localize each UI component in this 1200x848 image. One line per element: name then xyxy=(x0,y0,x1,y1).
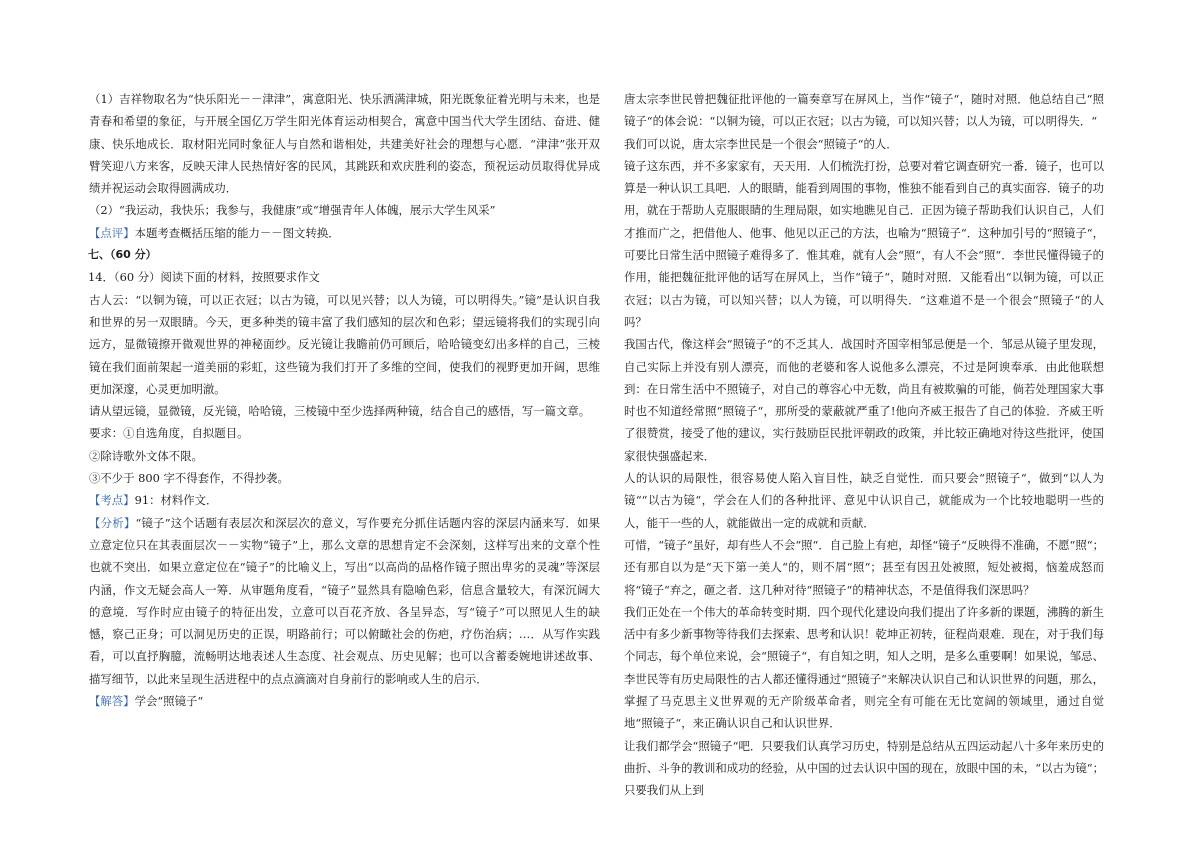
kaodian-text: 91：材料作文． xyxy=(134,493,218,508)
requirement-1: 要求：①自选角度，自拟题目。 xyxy=(89,426,249,441)
question-14: 14．（60 分）阅读下面的材料，按照要求作文 xyxy=(88,270,320,285)
left-column xyxy=(88,88,600,712)
requirement-3: ③不少于 800 字不得套作，不得抄袭。 xyxy=(89,471,289,486)
fenxi-paragraph xyxy=(88,512,600,690)
section-title: 七、（60 分） xyxy=(88,248,157,262)
requirement-2: ②除诗歌外文体不限。 xyxy=(89,448,203,463)
essay-paragraph-2: 我们可以说，唐太宗李世民是一个很会“照镜子“的人． xyxy=(624,136,898,151)
comment-text: 本题考查概括压缩的能力－－图文转换． xyxy=(134,225,340,240)
comment-tag: 【点评】 xyxy=(89,225,135,240)
essay-paragraph-8: 让我们都学会“照镜子“吧．只要我们认真学习历史，特别是总结从五四运动起八十多年来历史的曲折、斗争的教训和成功的经验，从中国的过去认识中国的现在，放眼中国的未，“以古为镜“；只要我们从上到 xyxy=(624,738,1104,798)
essay-paragraph-6: 可惜，“镜子“虽好，却有些人不会“照“．自己脸上有疤，却怪“镜子“反映得不准确，不愿“照“；还有那自以为是“天下第一美人“的，则不屑“照“；甚至有因丑处被照，短处被揭，恼羞成怒而将“镜子“弃之，砸之者．这几种对待“照镜子“的精神状态，不是值得我们深思吗？ xyxy=(624,537,1104,597)
jieda-tag: 【解答】 xyxy=(89,694,135,709)
answer-part-1: （1）吉祥物取名为“快乐阳光－－津津”，寓意阳光、快乐洒满津城，阳光既象征着光明与未来，也是青春和希望的象征，与开展全国亿万学生阳光体育运动相契合，寓意中国当代大学生团结、奋进、健康、快乐地成长．取材阳光同时象征人与自然和谐相处，共建美好社会的理想与心愿．“津津”张开双臂笑迎八方来客，反映天津人民热情好客的民风，其跳跃和欢庆胜利的姿态，预祝运动员取得优异成绩并祝运动会取得圆满成功． xyxy=(89,92,600,196)
essay-paragraph-7: 我们正处在一个伟大的革命转变时期．四个现代化建设向我们提出了许多新的课题，沸腾的新生活中有多少新事物等待我们去探索、思考和认识！乾坤正初转，征程尚艰难．现在，对于我们每个同志，每个单位来说，会“照镜子“，有自知之明，知人之明，是多么重要啊！如果说，邹忌、李世民等有历史局限性的古人都还懂得通过“照镜子“来解决认识自己和认识世界的问题，那么，掌握了马克思主义世界观的无产阶级革命者，则完全有可能在无比宽阔的领域里，通过自觉地“照镜子“，来正确认识自己和认识世界． xyxy=(624,604,1104,731)
fenxi-tag: 【分析】 xyxy=(89,515,136,530)
kaodian-tag: 【考点】 xyxy=(89,493,135,508)
comment-paragraph xyxy=(88,222,600,244)
essay-paragraph-4: 我国古代，像这样会“照镜子“的不乏其人．战国时齐国宰相邹忌便是一个．邹忌从镜子里发现，自己实际上并没有别人漂亮，而他的老婆和客人说他多么漂亮，不过是阿谀奉承．由此他联想到：在日常生活中不照镜子，对自己的尊容心中无数，尚且有被欺骗的可能，倘若处理国家大事时也不知道经常照“照镜子“，那所受的蒙蔽就严重了!他向齐威王报告了自己的体验．齐威王听了很赞赏，接受了他的建议，实行鼓励臣民批评朝政的政策，并比较正确地对待这些批评，使国家很快强盛起来． xyxy=(624,337,1104,463)
answer-part-2: （2）“我运动，我快乐；我参与，我健康”或“增强青年人体魄，展示大学生风采” xyxy=(89,203,496,218)
essay-paragraph-5: 人的认识的局限性，很容易使人陷入盲目性，缺乏自觉性．而只要会“照镜子“，做到“以人为镜““以古为镜“，学会在人们的各种批评、意见中认识自己，就能成为一个比较地聪明一些的人，能干一些的人，就能做出一定的成就和贡献． xyxy=(624,471,1104,530)
essay-paragraph-1: 唐太宗李世民曾把魏征批评他的一篇奏章写在屏风上，当作“镜子“，随时对照．他总结自己“照镜子“的体会说：“以铜为镜，可以正衣冠；以古为镜，可以知兴替；以人为镜，可以明得失．“ xyxy=(624,92,1104,129)
right-column xyxy=(624,88,1104,802)
fenxi-text: “镜子”这个话题有表层次和深层次的意义，写作要充分抓住话题内容的深层内涵来写．如果立意定位只在其表面层次－－实物“镜子”上，那么文章的思想肯定不会深刻，这样写出来的文章个性也就不突出．如果立意定位在“镜子”的比喻义上，写出“以高尚的品格作镜子照出卑劣的灵魂”等深层内涵，作文无疑会高人一筹．从审题角度看，“镜子”显然具有隐喻色彩，信息含量较大，有深沉阔大的意境．写作时应由镜子的特征出发，立意可以百花齐放、各呈异态，写“镜子”可以照见人生的缺憾，察己正身；可以洞见历史的正误，明路前行；可以俯瞰社会的伤疤，疗伤治病；…．从写作实践看，可以直抒胸臆，流畅明达地表述人生态度、社会观点、历史见解；也可以含蓄委婉地讲述故事、描写细节，以此来呈现生活进程中的点点滴滴对自身前行的影响或人生的启示． xyxy=(89,515,600,686)
jieda-paragraph xyxy=(88,690,600,712)
essay-paragraph-3: 镜子这东西，并不多家家有，天天用．人们梳洗打扮，总要对着它调查研究一番．镜子，也可以算是一种认识工具吧．人的眼睛，能看到周围的事物，惟独不能看到自己的真实面容．镜子的功用，就在于帮助人克服眼睛的生理局限，如实地瞧见自己．正因为镜子帮助我们认识自己，人们才推而广之，把借他人、他事、他见以正己的方法，也喻为“照镜子“．这种加引号的“照镜子“，可要比日常生活中照镜子难得多了．惟其难，就有人会“照“，有人不会“照“．李世民懂得镜子的作用，能把魏征批评他的话写在屏风上，当作“镜子“，随时对照．又能看出“以铜为镜，可以正衣冠；以古为镜，可以知兴替；以人为镜，可以明得失．“这难道不是一个很会“照镜子“的人吗？ xyxy=(624,158,1104,329)
jieda-text: 学会“照镜子“ xyxy=(134,694,204,709)
kaodian-paragraph xyxy=(88,489,600,511)
material-text: 古人云：“以铜为镜，可以正衣冠；以古为镜，可以见兴替；以人为镜，可以明得失。”镜”是认识自我和世界的另一双眼睛。今天，更多种类的镜丰富了我们感知的层次和色彩；望远镜将我们的实现引向远方，显微镜擦开微观世界的神秘面纱。反光镜让我瞻前仍可顾后，哈哈镜变幻出多样的自己，三棱镜在我们面前架起一道美丽的彩虹，这些镜为我们打开了多维的空间，使我们的视野更加开阔，思维更加深邃，心灵更加明澈。 xyxy=(89,292,600,396)
task-text: 请从望远镜，显微镜，反光镜，哈哈镜，三棱镜中至少选择两种镜，结合自己的感悟，写一篇文章。 xyxy=(89,404,591,419)
